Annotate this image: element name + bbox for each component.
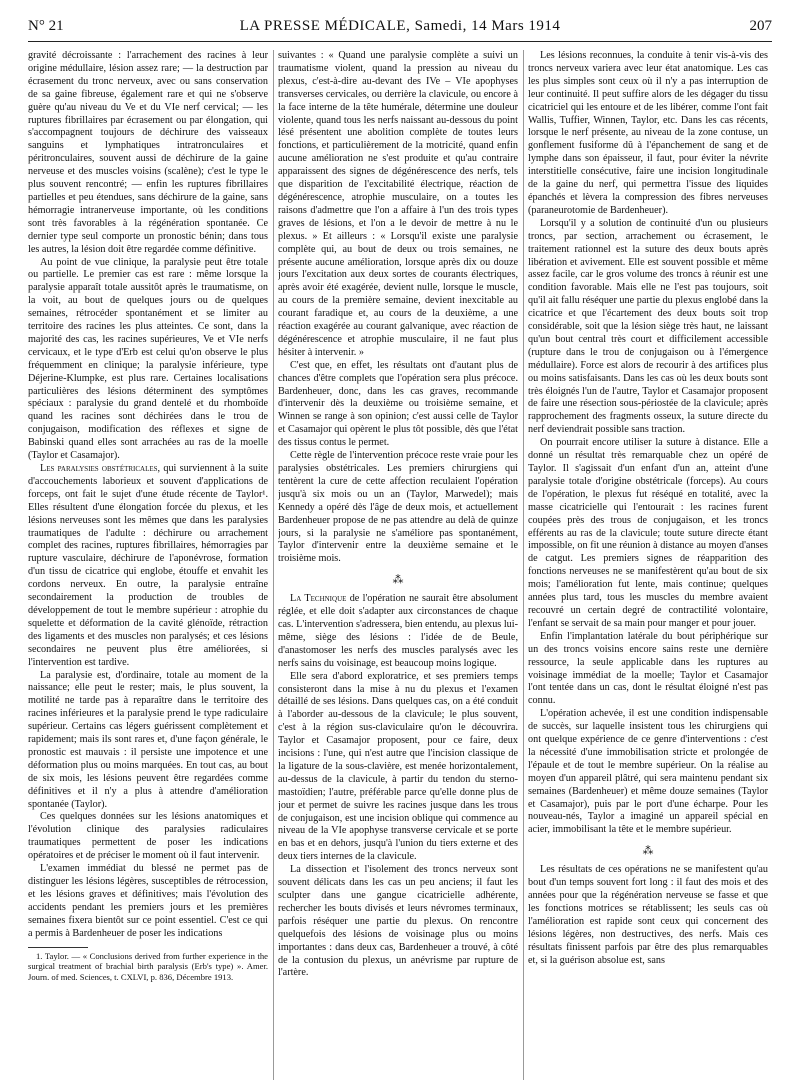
paragraph: Elle sera d'abord exploratrice, et ses premiers temps consisteront dans la mise à nu du plexus et l'examen détaillé de ses lésions. Dans quelques cas, on a été conduit à l'aborder au-dessous de la clavicule; le plus souvent, c'est à la région sus-claviculaire qu'on le découvrira. Taylor et Casamajor proposent, pour ce faire, deux incisions : l'une, qui n'est autre que l'incision classique de la ligature de la sous-clavière, est menée horizontalement, au-dessus de la clavicule, à partir du tendon du sterno-mastoïdien; l'autre, préférable parce qu'elle donne plus de jour et permet de suivre les racines jusque dans les trous de conjugaison, est une incision oblique qui commence au niveau de la VIe apophyse transverse cervicale et se porte en bas et en dehors, jusqu'à l'union du tiers externe et des deux tiers internes de la clavicule. xyxy=(278,670,518,863)
paragraph: Enfin l'implantation latérale du bout périphérique sur un des troncs voisins encore sains reste une dernière ressource, la seule applicable dans les ruptures au voisinage immédiat de la moelle; Taylor et Casamajor l'ont tentée dans un cas, dont le résultat éloigné n'est pas connu. xyxy=(528,630,768,707)
paragraph: On pourrait encore utiliser la suture à distance. Elle a donné un résultat très remarquable chez un opéré de Taylor. Il s'agissait d'un enfant d'un an, atteint d'une paralysie totale d'origine obstétricale (forceps). Au cours de l'opération, le plexus fut réséqué en totalité, avec la masse cicatricielle qui l'entourait : les racines furent coupées près des trous de conjugaison, et les troncs efférents au ras de la clavicule; toute suture directe étant impossible, on fit une réunion à distance au moyen d'anses de catgut. Les premiers signes de réapparition des fonctions nerveuses ne se manifestèrent qu'au bout de six mois; l'amélioration fut lente, mais continue; quelques années plus tard, tous les muscles du membre avaient recouvré un certain degré de contractilité volontaire, l'enfant se servait de sa main pour manger et pour jouer. xyxy=(528,437,768,629)
issue-number: N° 21 xyxy=(28,18,64,34)
paragraph: La dissection et l'isolement des troncs nerveux sont souvent délicats dans les cas un peu anciens; il faut les sculpter dans une gangue cicatricielle adhérente, rechercher les bouts divisés et leurs névromes terminaux, parfois réséquer une partie du plexus. On rencontre quelquefois des lésions de voisinage plus ou moins importantes : dans deux cas, Bardenheuer a trouvé, à côté de la contusion du plexus, un anévrisme par rupture de l'artère. xyxy=(278,864,518,979)
paragraph xyxy=(278,593,518,670)
paragraph: suivantes : « Quand une paralysie complète a suivi un traumatisme violent, quand la pression au niveau du plexus, c'est-à-dire au-devant des IVe – VIe apophyses transverses cervicales, ou derrière la clavicule, ou encore à la face interne de la tête humérale, détermine une douleur violente, quand tous les nerfs naissant au-dessous du point lésé présentent une abolition complète de toutes leurs fonctions, et particulièrement de la motricité, quand enfin aucune amélioration ne s'est produite et qu'au contraire apparaissent des signes de dégénérescence des nerfs, tels que disparition de l'excitabilité électrique, réaction de dégénérescence, atrophie musculaire, on a toutes les raisons d'admettre que l'on a affaire à l'un des trois types graves de lésions, et l'on a le devoir de mettre à nu le plexus. » Et ailleurs : « Lorsqu'il existe une paralysie complète qui, au bout de deux ou trois semaines, ne présente aucune amélioration, lorsque après dix ou douze jours l'excitation aux deux sortes de courants électriques, après avoir été exagérée, devient nulle, lorsque le muscle, au cours de la première semaine, devient inexcitable au courant faradique et, au cours de la deuxième, a une réaction exagérée au courant galvanique, avec réaction de dégénérescence et atrophie musculaire, il ne faut plus hésiter à intervenir. » xyxy=(278,50,518,358)
paragraph: L'opération achevée, il est une condition indispensable de succès, sur laquelle insistent tous les chirurgiens qui ont quelque expérience de ce genre d'interventions : c'est la nécessité d'une immobilisation stricte et prolongée de l'épaule et de tout le membre supérieur. On la réalise au moyen d'un appareil plâtré, qui sera maintenu pendant six semaines (Bardenheuer) et même douze semaines (Taylor et Casamajor), puis par le port d'une écharpe. Pour les nouveau-nés, Taylor a imaginé un appareil spécial en acier, immobilisant la tête et le membre supérieur. xyxy=(528,708,768,836)
paragraph: Au point de vue clinique, la paralysie peut être totale ou partielle. Le premier cas est rare : même lorsque la paralysie apparaît totale aussitôt après le traumatisme, on la voit, au bout de quelques jours ou de quelques semaines, rétrocéder spontanément et se limiter au territoire des racines les plus atteintes. Ce sont, dans la majorité des cas, les racines supérieures, Ve et VIe nerfs cervicaux, et le type d'Erb est celui qu'on observe le plus fréquemment en clinique; la paralysie inférieure, type Déjerine-Klumpke, est plus rare. Certaines localisations particulières des lésions déterminent des symptômes spéciaux : paralysie du grand dentelé et du rhomboïde quand les racines sont déchirées dans le trou de conjugaison, modification des réflexes et signe de Babinski quand elles sont arrachées au ras de la moelle (Taylor et Casamajor). xyxy=(28,256,268,462)
paragraph: Les lésions reconnues, la conduite à tenir vis-à-vis des troncs nerveux variera avec leur état anatomique. Les cas les plus simples sont ceux où il n'y a pas interruption de leur continuité. Il peut suffire alors de les dégager du tissu cicatriciel qui les entoure et de les libérer, comme l'ont fait Wallis, Tuffier, Winnen, Taylor, etc. Dans les cas récents, lorsque le nerf présente, au niveau de la zone contuse, un gonflement fusiforme dû à l'épanchement de sang et de lymphe dans son épaisseur, il faut, pour éviter la névrite interstitielle consécutive, faire une incision longitudinale de la gaine du nerf, qui permettra l'issue des liquides épanchés et lèvera la compression des fibres nerveuses (paraneurotomie de Bardenheuer). xyxy=(528,50,768,216)
paragraph: Les résultats de ces opérations ne se manifestent qu'au bout d'un temps souvent fort long : il faut des mois et des années pour que la régénération nerveuse se fasse et que les fonctions motrices se rétablissent; les seuls cas où l'amélioration est rapide sont ceux qui concernent des lésions légères, non destructives, des nerfs. Mais ces résultats finissent parfois par être des plus remarquables et, si la guérison absolue est, sans xyxy=(528,864,768,966)
section-separator: ⁂ xyxy=(392,574,404,587)
column-1 xyxy=(28,50,268,1080)
header-rule xyxy=(28,41,772,42)
paragraph: L'examen immédiat du blessé ne permet pas de distinguer les lésions légères, susceptibles de rétrocession, et les lésions graves et définitives; mais l'évolution des accidents pendant les premiers jours et les premières semaines fixera bientôt sur ce point essentiel. C'est ce qui a permis à Bardenheuer de poser les indications xyxy=(28,863,268,939)
paragraph: gravité décroissante : l'arrachement des racines à leur origine médullaire, lésion assez rare; — la destruction par écrasement du tronc nerveux, avec ou sans conservation de sa gaine fibreuse, également rare et qui ne s'observe guère qu'au niveau du Ve et du VIe nerf cervical; — les ruptures fibrillaires par écrasement ou par élongation, qui s'accompagnent toujours de déchirure des vaisseaux sanguins et lymphatiques intratronculaires et péritronculaires, souvent aussi de déchirure de la gaine nerveuse et des muscles voisins (scalène); c'est le type le plus souvent rencontré; — enfin les ruptures fibrillaires partielles et peu étendues, sans déchirure de la gaine, sans hémorragie intranerveuse importante, où les conditions sont très favorables à la régénération spontanée. Ce dernier type seul comporte un pronostic bénin; dans tous les autres, la lésion doit être regardée comme définitive. xyxy=(28,50,268,255)
paragraph-text: de l'opération ne saurait être absolument réglée, et elle doit s'adapter aux circonstances de chaque cas. L'intervention s'adressera, bien entendu, au plexus lui-même, siège des lésions : l'idée de de Beule, d'anastomoser les nerfs des muscles paralysés avec les nerfs sains du voisinage, est beaucoup moins logique. xyxy=(278,593,518,669)
article-body xyxy=(28,50,772,1080)
page-header xyxy=(28,18,772,40)
section-lead: La Technique xyxy=(290,593,347,605)
column-3 xyxy=(528,50,768,1080)
paragraph xyxy=(28,463,268,670)
paragraph: Ces quelques données sur les lésions anatomiques et l'évolution clinique des paralysies radiculaires traumatiques permettent de poser les indications opératoires et de préciser le moment où il faut intervenir. xyxy=(28,811,268,862)
paragraph: La paralysie est, d'ordinaire, totale au moment de la naissance; elle peut le rester; mais, le plus souvent, la motilité ne tarde pas à reparaître dans le territoire des racines inférieures et la paralysie prend le type radiculaire supérieur. Certains cas légers guérissent complètement et rapidement; mais ils sont rares et, d'une façon générale, le pronostic est mauvais : il persiste une impotence et une déformation plus ou moins marquées. En tout cas, au bout de six mois, les lésions peuvent être regardées comme définitives et il n'y a plus à attendre d'amélioration spontanée (Taylor). xyxy=(28,669,268,810)
paragraph: Lorsqu'il y a solution de continuité d'un ou plusieurs troncs, par section, arrachement ou écrasement, le traitement rationnel est la suture des deux bouts après libération et avivement. Elle est souvent possible et même assez facile, car le gros volume des troncs à réunir est une condition favorable. Mais elle ne l'est pas toujours, soit qu'il ait fallu réséquer une partie du plexus englobé dans la cicatrice et que l'écartement des deux bouts soit trop considérable, soit que la lésion siège très haut, ne laissant qu'un bout central très court et difficilement accessible (rupture dans le trou de conjugaison ou à l'émergence médullaire). Force est alors de recourir à des artifices plus ou moins satisfaisants. Dans les cas où les deux bouts sont très éloignés l'un de l'autre, Taylor et Casamajor proposent de faire une résection sous-périostée de la clavicule; après rapprochement des fragments osseux, la suture directe du nerf deviendrait possible sans traction. xyxy=(528,217,768,436)
section-separator: ⁂ xyxy=(642,845,654,858)
paragraph: C'est que, en effet, les résultats ont d'autant plus de chances d'être complets que l'opération sera plus précoce. Bardenheuer, donc, dans les cas graves, recommande d'intervenir dès la deuxième ou troisième semaine, et Winnen se range à son opinion; c'est aussi celle de Taylor et Casamajor qui opèrent le plus tôt possible, dès que l'état des tissus contus le permet. xyxy=(278,359,518,449)
paragraph-text: qui surviennent à la suite d'accouchements laborieux et souvent d'applications de forceps, ont fait le sujet d'une étude récente de Taylor¹. Elles résultent d'une élongation forcée du plexus, et les lésions nerveuses sont les mêmes que dans les paralysies traumatiques de l'adulte : déchirure ou arrachement complet des racines, ruptures fibrillaires, hémorragies par rupture vasculaire, déchirure de l'aponévrose, formation d'un tissu de cicatrice qui englobe, étouffe et envahit les cordons nerveux. En outre, la paralysie entraîne secondairement la production de troubles de développement de tout le membre supérieur : atrophie du squelette et déformation de la cavité glénoïde, rétraction des ligaments et des muscles non paralysés; et ces lésions secondaires ne peuvent plus être améliorées, si l'intervention est tardive. xyxy=(28,463,268,668)
column-divider xyxy=(273,50,274,1080)
page-number: 207 xyxy=(749,18,772,34)
paragraph: Cette règle de l'intervention précoce reste vraie pour les paralysies obstétricales. Les premiers chirurgiens qui tentèrent la cure de cette affection reculaient l'opération jusqu'à six mois ou un an (Taylor, Marwedel); mais Kennedy a opéré dès l'âge de deux mois, et actuellement Bardenheuer propose de ne pas attendre au delà de quinze jours, si la paralysie ne s'améliore pas spontanément, Taylor d'intervenir entre la deuxième semaine et le troisième mois. xyxy=(278,450,518,565)
column-2 xyxy=(278,50,518,1080)
journal-title: LA PRESSE MÉDICALE, Samedi, 14 Mars 1914 xyxy=(239,18,561,34)
footnote: 1. Taylor. — « Conclusions derived from further experience in the surgical treatment of brachial birth paralysis (Erb's type) ». Amer. Journ. of med. Sciences, t. CXLVI, p. 836, Décembre 1913. xyxy=(28,950,268,982)
footnote-rule xyxy=(28,947,88,948)
column-divider xyxy=(523,50,524,1080)
section-lead: Les paralysies obstétricales, xyxy=(40,463,161,474)
